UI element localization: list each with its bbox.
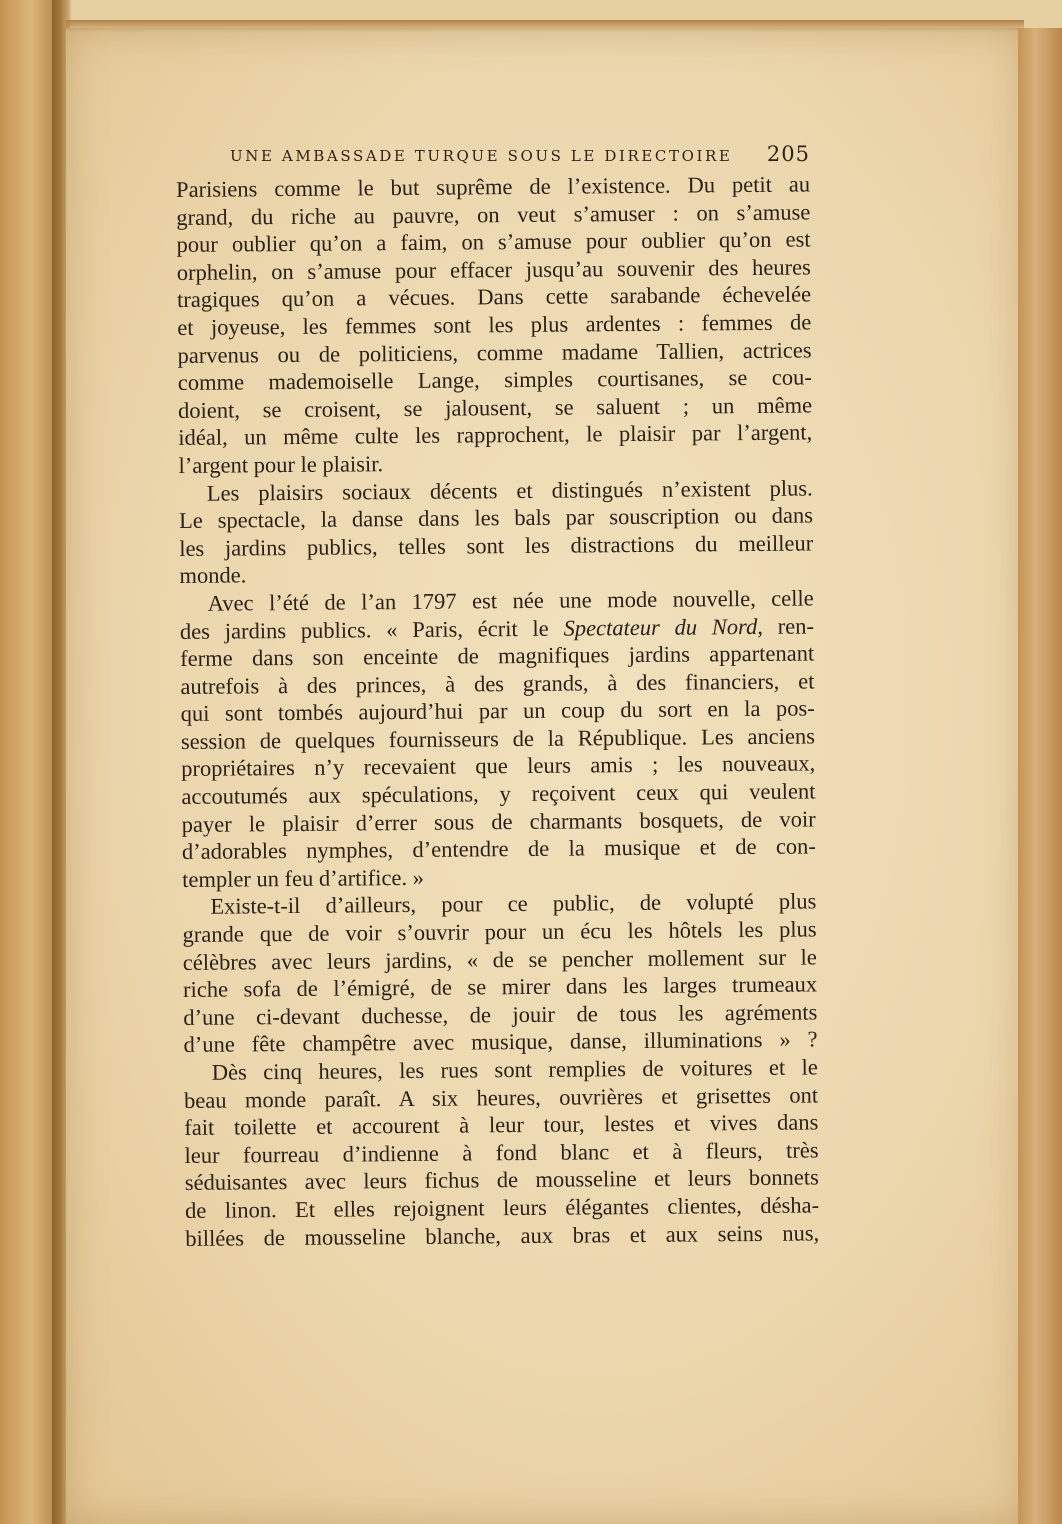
running-title: UNE AMBASSADE TURQUE SOUS LE DIRECTOIRE: [230, 147, 733, 165]
text-line: propriétaires n’y recevaient que leurs amis ; les nouveaux,: [181, 750, 816, 782]
text-line: payer le plaisir d’errer sous de charmants bosquets, de voir: [181, 806, 816, 837]
text-line: parvenus ou de politiciens, comme madame Tallien, actrices: [177, 337, 812, 368]
text-line: l’argent pour le plaisir.: [178, 451, 384, 478]
text-line: ferme dans son enceinte de magnifiques jardins appartenant: [180, 640, 815, 672]
body-text: [176, 170, 819, 1252]
text-line: doient, se croisent, se jalousent, se saluent ; un même: [177, 392, 813, 423]
text-line: comme mademoiselle Lange, simples courtisanes, se cou-: [177, 364, 812, 396]
text-line: orphelin, on s’amuse pour effacer jusqu’au souvenir des heures: [176, 254, 811, 285]
text-line: idéal, un même culte les rapprochent, le plaisir par l’argent,: [178, 419, 813, 451]
text-line: templer un feu d’artifice. »: [182, 864, 425, 892]
running-header: [230, 142, 810, 166]
text-line: leur fourreau d’indienne à fond blanc et à fleurs, très: [184, 1137, 819, 1168]
text-line: Dès cinq heures, les rues sont remplies de voitures et le: [211, 1054, 818, 1085]
text-line: de linon. Et elles rejoignent leurs élégantes clientes, désha-: [184, 1192, 820, 1223]
text-line: Le spectacle, la danse dans les bals par souscription ou dans: [178, 502, 814, 534]
page-top-shadow: [66, 20, 1024, 32]
text-line: beau monde paraît. A six heures, ouvrières et grisettes ont: [183, 1082, 819, 1113]
text-line: fait toilette et accourent à leur tour, lestes et vives dans: [184, 1109, 819, 1141]
text-line: Existe-t-il d’ailleurs, pour ce public, de volupté plus: [210, 888, 817, 920]
text-line: qui sont tombés aujourd’hui par un coup du sort en la pos-: [180, 695, 815, 727]
text-line: monde.: [179, 562, 247, 589]
italic-title: Spectateur du Nord: [563, 613, 758, 641]
text-line: autrefois à des princes, à des grands, à des financiers, et: [180, 668, 815, 699]
text-line: grand, du riche au pauvre, on veut s’amuser : on s’amuse: [176, 199, 811, 230]
text-line: d’une fête champêtre avec musique, danse, illuminations » ?: [183, 1026, 818, 1058]
text-line: d’une ci-devant duchesse, de jouir de tous les agréments: [183, 999, 818, 1030]
previous-page-edge: [0, 0, 56, 1524]
text-segment: , ren-: [757, 612, 815, 639]
text-line: Parisiens comme le but suprême de l’existence. Du petit au: [176, 171, 811, 202]
text-line: d’adorables nymphes, d’entendre de la musique et de con-: [181, 833, 816, 865]
text-line: tragiques qu’on a vécues. Dans cette sarabande échevelée: [176, 281, 812, 313]
text-line: billées de mousseline blanche, aux bras et aux seins nus,: [185, 1219, 820, 1251]
text-line: pour oublier qu’on a faim, on s’amuse pour oublier qu’on est: [176, 226, 811, 258]
page-fore-edge: [1018, 28, 1062, 1524]
page-number: 205: [766, 142, 810, 166]
text-line: séduisantes avec leurs fichus de mousseline et leurs bonnets: [184, 1164, 819, 1196]
text-line: célèbres avec leurs jardins, « de se pencher mollement sur le: [182, 944, 817, 975]
text-line: grande que de voir s’ouvrir pour un écu les hôtels les plus: [182, 916, 817, 948]
text-line: Les plaisirs sociaux décents et distingués n’existent plus.: [206, 474, 813, 506]
text-line: les jardins publics, telles sont les distractions du meilleur: [179, 530, 814, 561]
text-line: accoutumés aux spéculations, y reçoivent ceux qui veulent: [181, 778, 816, 810]
text-line: session de quelques fournisseurs de la République. Les anciens: [180, 723, 816, 754]
text-segment: des jardins publics. « Paris, écrit le: [179, 615, 549, 644]
text-line: et joyeuse, les femmes sont les plus ardentes : femmes de: [177, 309, 812, 340]
text-line: Avec l’été de l’an 1797 est née une mode nouvelle, celle: [207, 585, 814, 616]
text-line: riche sofa de l’émigré, de se mirer dans les larges trumeaux: [182, 971, 818, 1003]
